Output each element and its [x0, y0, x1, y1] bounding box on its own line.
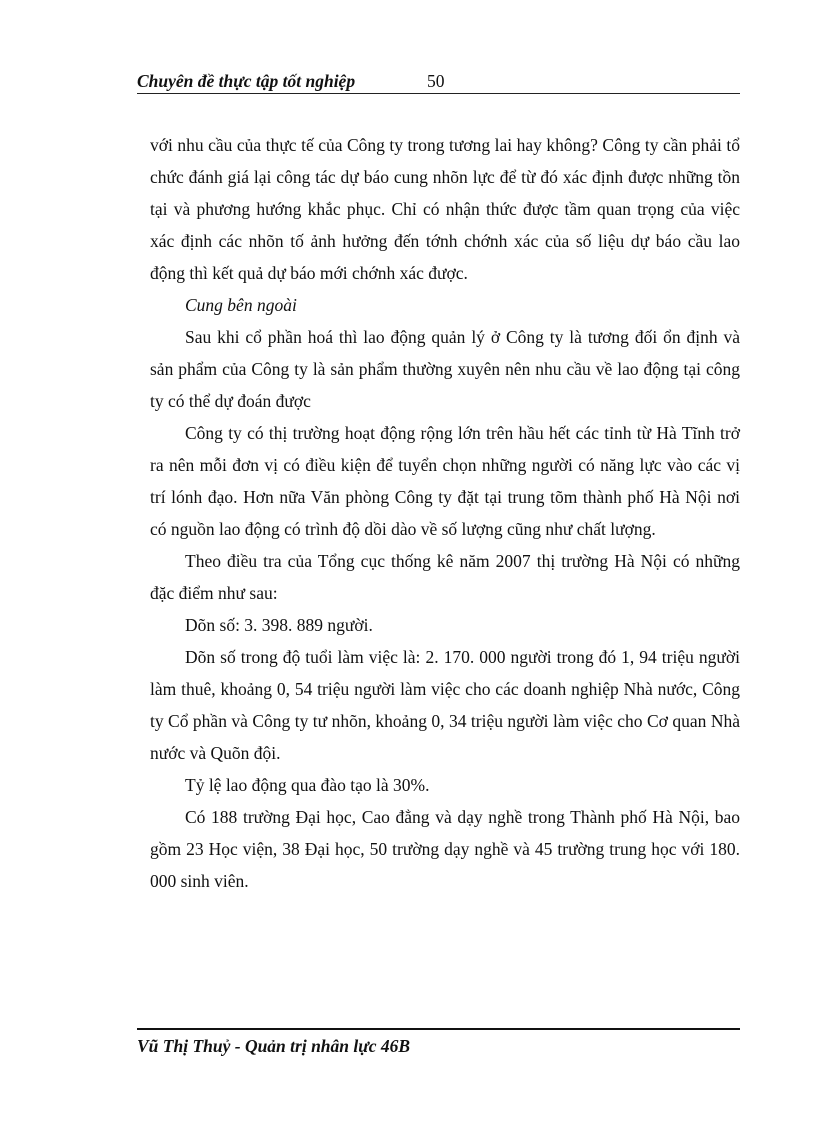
paragraph: Sau khi cổ phần hoá thì lao động quản lý ở Công ty là tương đối ổn định và sản phẩm của Công ty là sản phẩm thường xuyên nên nhu cầu về lao động tại công ty có thể dự đoán được	[150, 327, 740, 411]
document-title: Chuyên đề thực tập tốt nghiệp	[137, 71, 356, 91]
subheading-external-supply: Cung bên ngoài	[185, 295, 297, 315]
paragraph: Tỷ lệ lao động qua đào tạo là 30%.	[185, 775, 430, 795]
page-body	[150, 129, 740, 897]
page-number: 50	[427, 71, 445, 91]
paragraph: Có 188 trường Đại học, Cao đẳng và dạy nghề trong Thành phố Hà Nội, bao gồm 23 Học viện, 38 Đại học, 50 trường dạy nghề và 45 trường trung học với 180. 000 sinh viên.	[150, 807, 740, 891]
footer-divider	[137, 1028, 740, 1030]
paragraph-continuation: với nhu cầu của thực tế của Công ty trong tương lai hay không? Công ty cần phải tổ chức đánh giá lại công tác dự báo cung nhõn lực để từ đó xác định được những tồn tại và phương hướng khắc phục. Chỉ có nhận thức được tầm quan trọng của việc xác định các nhõn tố ảnh hưởng đến tớnh chớnh xác của số liệu dự báo cầu lao động thì kết quả dự báo mới chớnh xác được.	[150, 135, 740, 283]
page-footer: Vũ Thị Thuỷ - Quản trị nhân lực 46B	[137, 1036, 411, 1056]
page-header	[137, 69, 740, 94]
paragraph: Công ty có thị trường hoạt động rộng lớn trên hầu hết các tỉnh từ Hà Tĩnh trở ra nên mỗi đơn vị có điều kiện để tuyển chọn những người có năng lực vào các vị trí lónh đạo. Hơn nữa Văn phòng Công ty đặt tại trung tõm thành phố Hà Nội nơi có nguồn lao động có trình độ dồi dào về số lượng cũng như chất lượng.	[150, 423, 740, 539]
paragraph: Dõn số: 3. 398. 889 người.	[185, 615, 373, 635]
paragraph: Theo điều tra của Tổng cục thống kê năm 2007 thị trường Hà Nội có những đặc điểm như sau:	[150, 551, 740, 603]
paragraph: Dõn số trong độ tuổi làm việc là: 2. 170. 000 người trong đó 1, 94 triệu người làm thuê, khoảng 0, 54 triệu người làm việc cho các doanh nghiệp Nhà nước, Công ty Cổ phần và Công ty tư nhõn, khoảng 0, 34 triệu người làm việc cho Cơ quan Nhà nước và Quõn đội.	[150, 647, 740, 763]
